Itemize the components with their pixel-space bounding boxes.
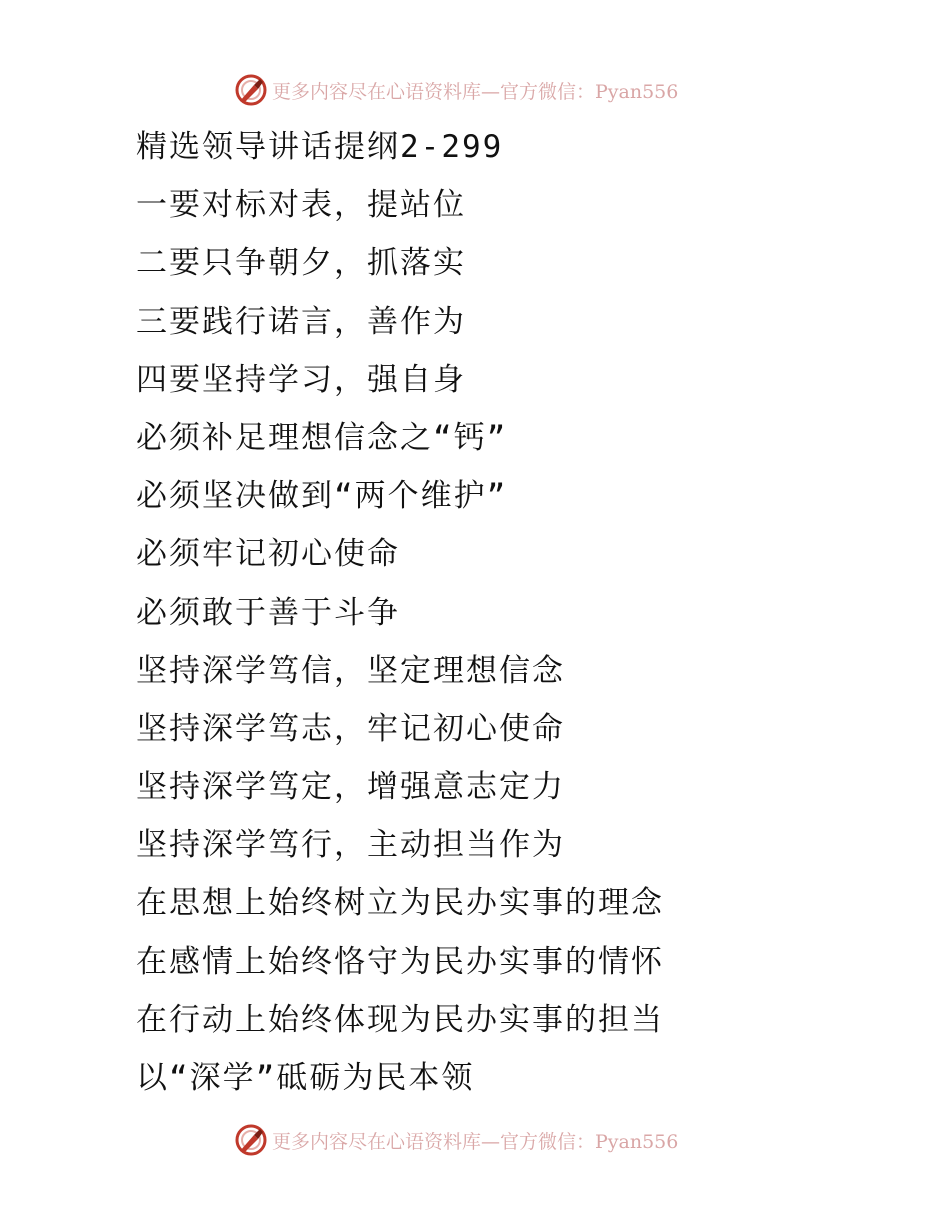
text-line: 在感情上始终恪守为民办实事的情怀 xyxy=(136,943,664,980)
text-line: 必须敢于善于斗争 xyxy=(136,594,400,631)
text-line: 二要只争朝夕，抓落实 xyxy=(136,245,466,282)
pen-logo-icon xyxy=(234,73,268,107)
text-line: 以“深学”砥砺为民本领 xyxy=(136,1060,475,1096)
document-title: 精选领导讲话提纲2-299 xyxy=(136,129,504,165)
text-line: 坚持深学笃志，牢记初心使命 xyxy=(136,710,565,747)
watermark-text: 更多内容尽在心语资料库—官方微信：Pyan556 xyxy=(272,1130,679,1153)
text-line: 四要坚持学习，强自身 xyxy=(136,361,466,398)
text-line: 坚持深学笃信，坚定理想信念 xyxy=(136,652,565,689)
watermark-text: 更多内容尽在心语资料库—官方微信：Pyan556 xyxy=(272,80,679,103)
text-line: 坚持深学笃行，主动担当作为 xyxy=(136,827,565,864)
pen-logo-icon xyxy=(234,1123,268,1157)
document-body xyxy=(136,118,896,1107)
text-line: 必须牢记初心使命 xyxy=(136,536,400,573)
text-line: 在行动上始终体现为民办实事的担当 xyxy=(136,1001,664,1038)
header-watermark xyxy=(234,72,678,108)
text-line: 必须补足理想信念之“钙” xyxy=(136,419,508,456)
text-line: 坚持深学笃定，增强意志定力 xyxy=(136,769,565,806)
text-line: 一要对标对表，提站位 xyxy=(136,187,466,224)
footer-watermark xyxy=(234,1122,678,1158)
text-line: 必须坚决做到“两个维护” xyxy=(136,478,508,515)
text-line: 三要践行诺言，善作为 xyxy=(136,303,466,340)
text-line: 在思想上始终树立为民办实事的理念 xyxy=(136,885,664,922)
